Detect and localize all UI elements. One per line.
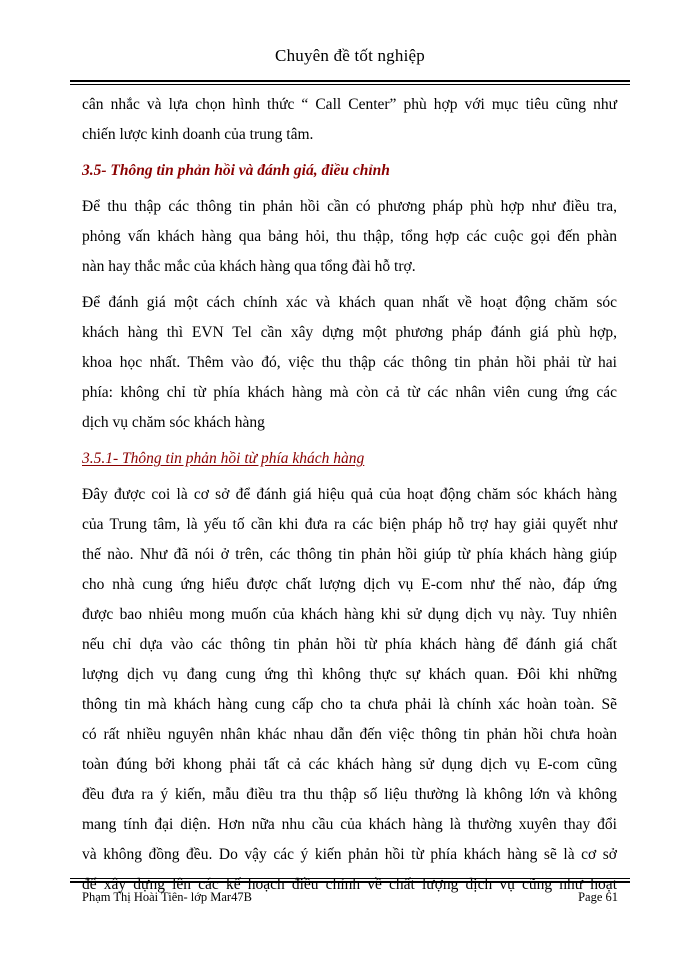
footer-rule xyxy=(70,881,630,883)
text-line: được bao nhiêu mong muốn của khách hàng khi sử dụng dịch vụ này. Tuy nhiên xyxy=(82,606,617,623)
text-line: toàn đúng bởi khong phải tất cả các khách hàng sử dụng dịch vụ E-com cũng xyxy=(82,756,617,773)
footer-author: Phạm Thị Hoài Tiên- lớp Mar47B xyxy=(82,890,252,904)
text-line: chiến lược kinh doanh của trung tâm. xyxy=(82,126,314,143)
text-line: phía: không chỉ từ phía khách hàng mà còn cả từ các nhân viên cung ứng các xyxy=(82,384,617,401)
text-line: thế nào. Như đã nói ở trên, các thông tin phản hồi giúp từ phía khách hàng giúp xyxy=(82,546,617,563)
text-line: nếu chỉ dựa vào các thông tin phản hồi từ phía khách hàng để đánh giá chất xyxy=(82,636,617,653)
text-line: và không đồng đều. Do vậy các ý kiến phản hồi từ phía khách hàng sẽ là cơ sở xyxy=(82,846,617,863)
text-line: đều đưa ra ý kiến, mẫu điều tra thu thập số liệu thường là không lớn và không xyxy=(82,786,617,803)
page-header-title: Chuyên đề tốt nghiệp xyxy=(275,46,425,65)
text-line: mang tính đại diện. Hơn nữa nhu cầu của khách hàng là thường xuyên thay đổi xyxy=(82,816,617,833)
text-line: Để thu thập các thông tin phản hồi cần có phương pháp phù hợp như điều tra, xyxy=(82,198,617,215)
section-heading: 3.5- Thông tin phản hồi và đánh giá, điều chỉnh xyxy=(82,162,390,179)
text-line: dịch vụ chăm sóc khách hàng xyxy=(82,414,265,431)
page-body xyxy=(82,90,617,900)
text-line: phỏng vấn khách hàng qua bảng hỏi, thu thập, tổng hợp các cuộc gọi đến phàn xyxy=(82,228,617,245)
header-rule-thin xyxy=(70,84,630,85)
text-line: của Trung tâm, là yếu tố cần khi đưa ra các biện pháp hỗ trợ hay giải quyết như xyxy=(82,516,617,533)
text-line: để xây dựng lên các kế hoạch điều chỉnh về chất lượng dịch vụ cũng như hoạt xyxy=(82,876,617,893)
header-rule xyxy=(70,80,630,82)
text-line: cân nhắc và lựa chọn hình thức “ Call Center” phù hợp với mục tiêu cũng như xyxy=(82,96,617,113)
text-line: nàn hay thắc mắc của khách hàng qua tổng đài hỗ trợ. xyxy=(82,258,416,275)
text-line: cho nhà cung ứng hiểu được chất lượng dịch vụ E-com như thế nào, đáp ứng xyxy=(82,576,617,593)
text-line: khoa học nhất. Thêm vào đó, việc thu thập các thông tin phản hồi phải từ hai xyxy=(82,354,617,371)
subsection-heading: 3.5.1- Thông tin phản hồi từ phía khách hàng xyxy=(82,450,365,467)
text-line: Để đánh giá một cách chính xác và khách quan nhất về hoạt động chăm sóc xyxy=(82,294,617,311)
text-line: Đây được coi là cơ sở để đánh giá hiệu quả của hoạt động chăm sóc khách hàng xyxy=(82,486,617,503)
text-line: có rất nhiều nguyên nhân khác nhau dẫn đến việc thông tin phản hồi chưa hoàn xyxy=(82,726,617,743)
text-line: khách hàng thì EVN Tel cần xây dựng một phương pháp đánh giá phù hợp, xyxy=(82,324,617,341)
footer-rule-thin xyxy=(70,878,630,879)
footer-page-number: Page 61 xyxy=(578,890,618,904)
text-line: lượng dịch vụ đang cung ứng thì không thực sự khách quan. Đôi khi những xyxy=(82,666,617,683)
text-line: thông tin mà khách hàng cung cấp cho ta chưa phải là chính xác hoàn toàn. Sẽ xyxy=(82,696,617,713)
